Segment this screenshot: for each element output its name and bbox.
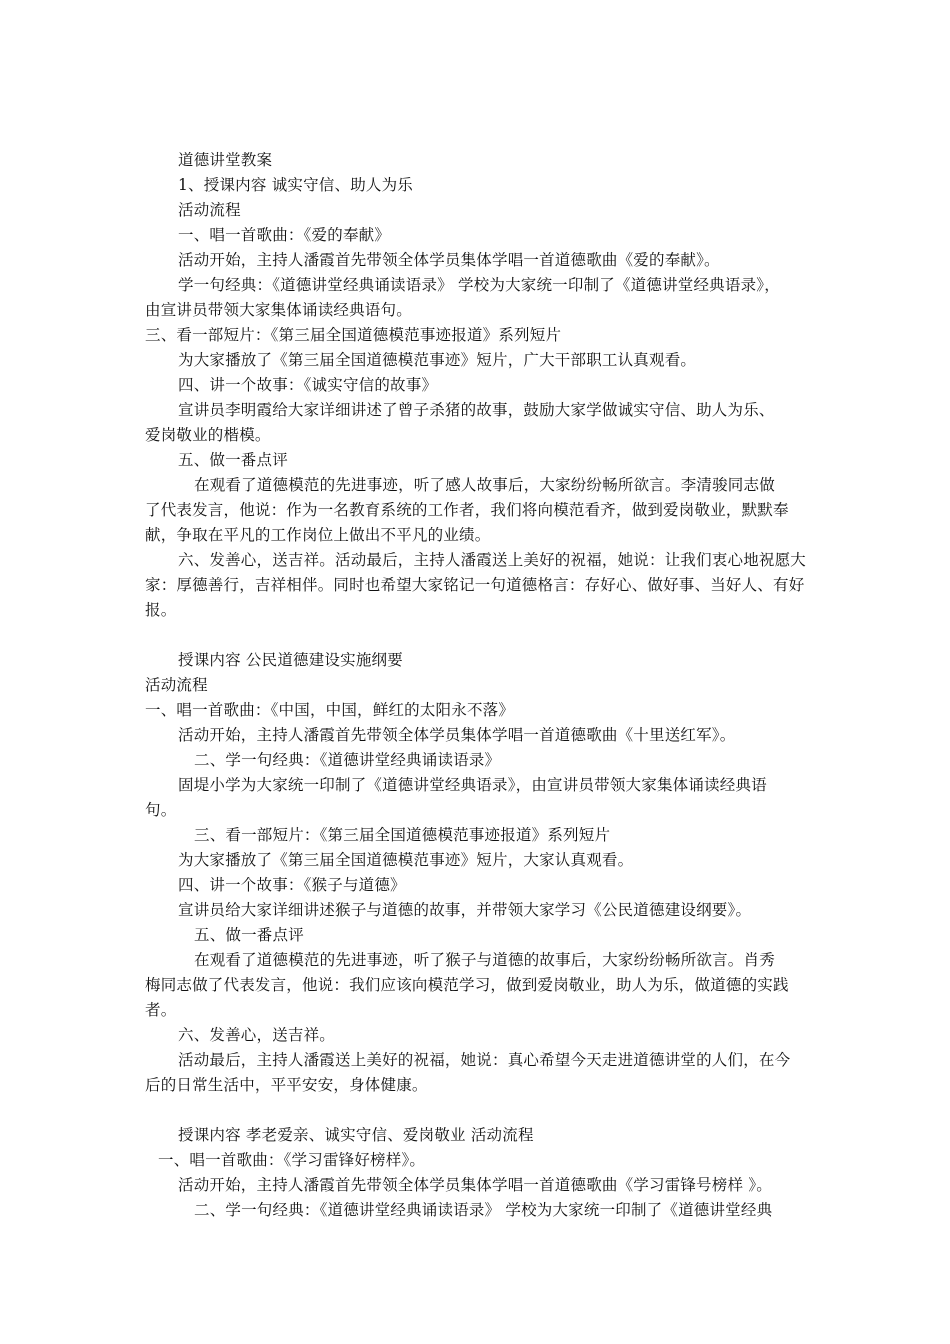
lesson-2-step-2: 二、学一句经典：《道德讲堂经典诵读语录》: [194, 751, 501, 769]
lesson-1-topic: 1、授课内容 诚实守信、助人为乐: [178, 176, 413, 194]
lesson-1-step-6: 六、发善心，送吉祥。活动最后，主持人潘霞送上美好的祝福，她说：让我们衷心地祝愿大: [178, 551, 807, 569]
lesson-2-step-4: 四、讲一个故事：《猴子与道德》: [178, 876, 406, 894]
text-line: 后的日常生活中，平平安安，身体健康。: [145, 1076, 428, 1094]
lesson-1-step-1: 一、唱一首歌曲：《爱的奉献》: [178, 226, 391, 244]
text-line: 活动开始，主持人潘霞首先带领全体学员集体学唱一首道德歌曲《爱的奉献》。: [178, 251, 720, 269]
text-line: 活动开始，主持人潘霞首先带领全体学员集体学唱一首道德歌曲《学习雷锋号榜样 》。: [178, 1176, 772, 1194]
text-line: 活动最后，主持人潘霞送上美好的祝福，她说：真心希望今天走进道德讲堂的人们，在今: [178, 1051, 791, 1069]
lesson-2-topic: 授课内容 公民道德建设实施纲要: [178, 651, 403, 669]
lesson-2-step-1: 一、唱一首歌曲：《中国，中国，鲜红的太阳永不落》: [145, 701, 515, 719]
text-line: 固堤小学为大家统一印制了《道德讲堂经典语录》，由宣讲员带领大家集体诵读经典语: [178, 776, 767, 794]
lesson-2-flow-heading: 活动流程: [145, 676, 208, 694]
lesson-3-step-2: 二、学一句经典：《道德讲堂经典诵读语录》 学校为大家统一印制了《道德讲堂经典: [194, 1201, 773, 1219]
document-title: 道德讲堂教案: [178, 151, 273, 169]
text-line: 者。: [145, 1001, 177, 1019]
lesson-1-step-3: 三、看一部短片：《第三届全国道德模范事迹报道》系列短片: [145, 326, 562, 344]
text-line: 宣讲员给大家详细讲述猴子与道德的故事，并带领大家学习《公民道德建设纲要》。: [178, 901, 752, 919]
text-line: 由宣讲员带领大家集体诵读经典语句。: [145, 301, 412, 319]
text-line: 献，争取在平凡的工作岗位上做出不平凡的业绩。: [145, 526, 491, 544]
lesson-3-step-1: 一、唱一首歌曲：《学习雷锋好榜样》。: [158, 1151, 426, 1169]
text-line: 了代表发言，他说：作为一名教育系统的工作者，我们将向模范看齐，做到爱岗敬业，默默奉: [145, 501, 789, 519]
lesson-1-step-5: 五、做一番点评: [178, 451, 288, 469]
lesson-2-step-3: 三、看一部短片：《第三届全国道德模范事迹报道》系列短片: [194, 826, 611, 844]
text-line: 家：厚德善行，吉祥相伴。同时也希望大家铭记一句道德格言：存好心、做好事、当好人、有好: [145, 576, 805, 594]
text-line: 在观看了道德模范的先进事迹，听了猴子与道德的故事后，大家纷纷畅所欲言。肖秀: [194, 951, 775, 969]
text-line: 宣讲员李明霞给大家详细讲述了曾子杀猪的故事，鼓励大家学做诚实守信、助人为乐、: [178, 401, 775, 419]
text-line: 为大家播放了《第三届全国道德模范事迹》短片，大家认真观看。: [178, 851, 634, 869]
lesson-2-step-5: 五、做一番点评: [194, 926, 304, 944]
lesson-3-topic: 授课内容 孝老爱亲、诚实守信、爱岗敬业 活动流程: [178, 1126, 534, 1144]
text-line: 为大家播放了《第三届全国道德模范事迹》短片，广大干部职工认真观看。: [178, 351, 697, 369]
text-line: 在观看了道德模范的先进事迹，听了感人故事后，大家纷纷畅所欲言。李清骏同志做: [194, 476, 775, 494]
text-line: 句。: [145, 801, 177, 819]
text-line: 梅同志做了代表发言，他说：我们应该向模范学习，做到爱岗敬业，助人为乐，做道德的实践: [145, 976, 789, 994]
text-line: 报。: [145, 601, 177, 619]
lesson-1-flow-heading: 活动流程: [178, 201, 241, 219]
text-line: 爱岗敬业的楷模。: [145, 426, 271, 444]
lesson-2-step-6: 六、发善心，送吉祥。: [178, 1026, 336, 1044]
lesson-1-step-2: 学一句经典：《道德讲堂经典诵读语录》 学校为大家统一印制了《道德讲堂经典语录》，: [178, 276, 780, 294]
text-line: 活动开始，主持人潘霞首先带领全体学员集体学唱一首道德歌曲《十里送红军》。: [178, 726, 736, 744]
lesson-1-step-4: 四、讲一个故事：《诚实守信的故事》: [178, 376, 438, 394]
